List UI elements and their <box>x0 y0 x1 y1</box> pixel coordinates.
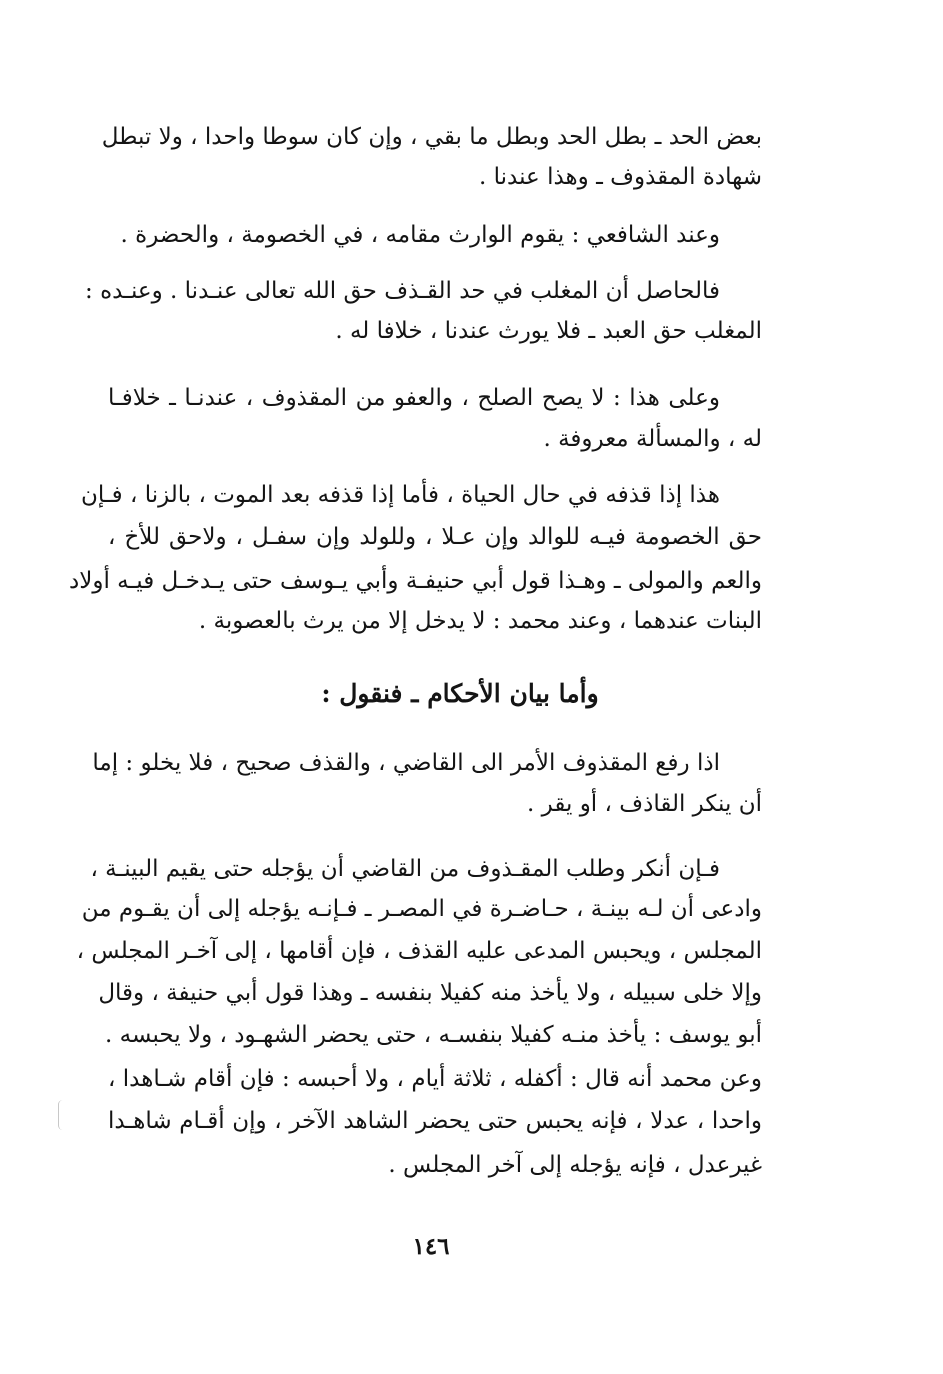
text-line: أبو يوسف : يأخذ منـه كفيلا بنفسـه ، حتى يحضر الشهـود ، ولا يحبسه . <box>105 1022 762 1048</box>
section-heading: وأما بيان الأحكام ـ فنقول : <box>321 679 599 708</box>
text-line: واحدا ، عدلا ، فإنه يحبس حتى يحضر الشاهد الآخر ، وإن أقـام شاهـدا <box>108 1108 762 1134</box>
text-line: وعن محمد أنه قال : أكفله ، ثلاثة أيام ، ولا أحبسه : فإن أقام شـاهدا ، <box>108 1066 762 1092</box>
text-line: وعند الشافعي : يقوم الوارث مقامه ، في الخصومة ، والحضرة . <box>120 222 720 248</box>
text-line: وعلى هذا : لا يصح الصلح ، والعفو من المقذوف ، عندنـا ـ خلافـا <box>108 385 720 411</box>
text-line: البنات عندهما ، وعند محمد : لا يدخل إلا من يرث بالعصوبة . <box>198 608 762 634</box>
text-line: المغلب حق العبد ـ فلا يورث عندنا ، خلافا له . <box>335 318 762 344</box>
text-line: شهادة المقذوف ـ وهذا عندنا . <box>479 164 762 190</box>
page-number: ١٤٦ <box>412 1233 450 1260</box>
text-line: فـإن أنكر وطلب المقـذوف من القاضي أن يؤجله حتى يقيم البينـة ، <box>90 856 720 882</box>
text-line: اذا رفع المقذوف الأمر الى القاضي ، والقذف صحيح ، فلا يخلو : إما <box>92 750 720 776</box>
text-line: له ، والمسألة معروفة . <box>543 426 762 452</box>
text-line: أن ينكر القاذف ، أو يقر . <box>527 791 762 817</box>
text-line: حق الخصومة فيـه للوالد وإن عـلا ، وللولد وإن سفـل ، ولاحق للأخ ، <box>108 524 762 550</box>
text-line: هذا إذا قذفه في حال الحياة ، فأما إذا قذفه بعد الموت ، بالزنا ، فـإن <box>81 482 720 508</box>
margin-mark <box>58 1100 67 1130</box>
text-line: فالحاصل أن المغلب في حد القـذف حق الله تعالى عنـدنا . وعنـده : <box>85 278 720 304</box>
text-line: بعض الحد ـ بطل الحد وبطل ما بقي ، وإن كان سوطا واحدا ، ولا تبطل <box>101 124 762 150</box>
text-line: غيرعدل ، فإنه يؤجله إلى آخر المجلس . <box>388 1152 762 1178</box>
text-line: وادعى أن لـه بينـة ، حـاضـرة في المصـر ـ فـإنـه يؤجله إلى أن يقـوم من <box>81 896 762 922</box>
text-line: والعم والمولى ـ وهـذا قول أبي حنيفـة وأبي يـوسف حتى يـدخـل فيـه أولاد <box>69 568 762 594</box>
text-line: وإلا خلى سبيله ، ولا يأخذ منه كفيلا بنفسه ـ وهذا قول أبي حنيفة ، وقال <box>98 980 762 1006</box>
text-line: المجلس ، ويحبس المدعى عليه القذف ، فإن أقامها ، إلى آخـر المجلس ، <box>76 938 762 964</box>
